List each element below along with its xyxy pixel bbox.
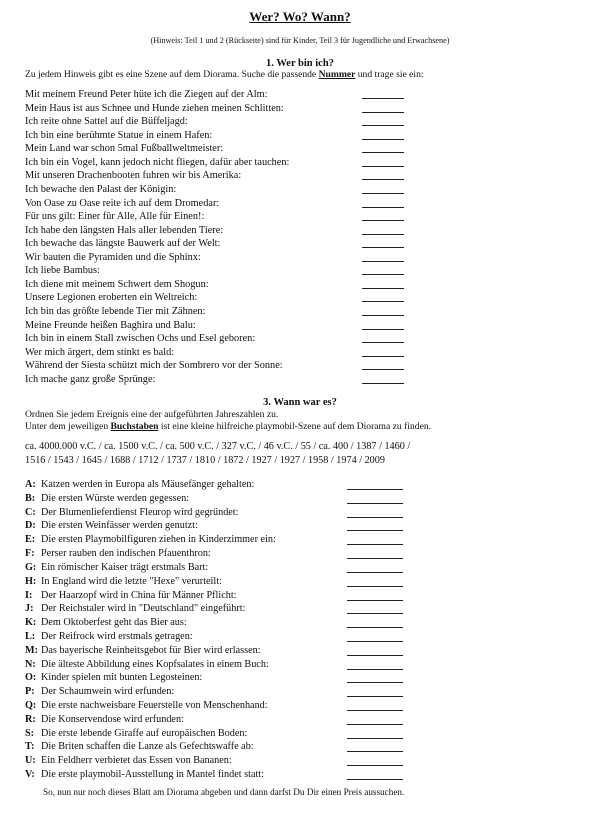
- question-text: Für uns gilt: Einer für Alle, Alle für Einen!:: [25, 211, 205, 223]
- section1-question-list: [25, 88, 289, 386]
- answer-blank[interactable]: [347, 586, 403, 587]
- question-row: [25, 278, 289, 292]
- question-row: [25, 264, 289, 278]
- answer-blank[interactable]: [347, 682, 403, 683]
- question-row: [25, 102, 289, 116]
- event-row: [25, 685, 276, 699]
- event-text: Perser rauben den indischen Pfauenthron:: [41, 548, 211, 560]
- event-letter: F:: [25, 548, 35, 560]
- question-text: Ich bewache den Palast der Königin:: [25, 183, 177, 195]
- event-letter: T:: [25, 741, 35, 753]
- answer-blank[interactable]: [362, 247, 404, 248]
- question-row: [25, 210, 289, 224]
- question-text: Ich bin in einem Stall zwischen Ochs und Esel geboren:: [25, 333, 256, 345]
- section3-intro-bold: Buchstaben: [110, 421, 159, 432]
- question-row: [25, 88, 289, 102]
- footer-note: So, nun nur noch dieses Blatt am Diorama abgeben und dann darfst Du Dir einen Preis aussuchen.: [43, 787, 405, 797]
- answer-blank[interactable]: [347, 503, 403, 504]
- question-text: Ich diene mit meinem Schwert dem Shogun:: [25, 278, 209, 290]
- event-row: [25, 754, 276, 768]
- question-text: Ich bin ein Vogel, kann jedoch nicht fliegen, dafür aber tauchen:: [25, 156, 290, 168]
- event-letter: V:: [25, 769, 35, 781]
- answer-blank[interactable]: [362, 207, 404, 208]
- answer-blank[interactable]: [347, 669, 403, 670]
- answer-blank[interactable]: [362, 98, 404, 99]
- event-letter: G:: [25, 561, 37, 573]
- question-row: [25, 305, 289, 319]
- event-letter: E:: [25, 534, 36, 546]
- answer-blank[interactable]: [347, 779, 403, 780]
- section1-intro-before: Zu jedem Hinweis gibt es eine Szene auf dem Diorama. Suche die passende: [25, 69, 319, 80]
- event-text: Die älteste Abbildung eines Kopfsalates in einem Buch:: [41, 658, 269, 670]
- question-row: [25, 156, 289, 170]
- answer-blank[interactable]: [347, 641, 403, 642]
- question-row: [25, 197, 289, 211]
- question-text: Ich bin eine berühmte Statue in einem Hafen:: [25, 129, 213, 141]
- event-row: [25, 533, 276, 547]
- question-row: [25, 251, 289, 265]
- question-row: [25, 183, 289, 197]
- event-letter: D:: [25, 520, 36, 532]
- answer-blank[interactable]: [362, 274, 404, 275]
- event-text: Katzen werden in Europa als Mäusefänger gehalten:: [41, 479, 255, 490]
- event-text: Der Schaumwein wird erfunden:: [41, 686, 175, 698]
- event-letter: L:: [25, 630, 36, 642]
- answer-blank[interactable]: [362, 329, 404, 330]
- answer-blank[interactable]: [347, 489, 403, 490]
- answer-blank[interactable]: [347, 600, 403, 601]
- event-row: [25, 602, 276, 616]
- question-text: Während der Siesta schützt mich der Sombrero vor der Sonne:: [25, 360, 283, 372]
- event-letter: Q:: [25, 700, 37, 711]
- event-text: Die Konservendose wird erfunden:: [41, 713, 184, 725]
- section3-intro-line2: [25, 421, 431, 432]
- question-text: Wir bauten die Pyramiden und die Sphinx:: [25, 251, 201, 263]
- question-row: [25, 359, 289, 373]
- question-row: [25, 346, 289, 360]
- event-letter: B:: [25, 492, 36, 504]
- event-text: Der Blumenlieferdienst Fleurop wird gegründet:: [41, 506, 239, 518]
- question-text: Ich bewache das längste Bauwerk auf der Welt:: [25, 238, 221, 250]
- answer-blank[interactable]: [347, 655, 403, 656]
- event-letter: S:: [25, 727, 35, 739]
- question-text: Mit meinem Freund Peter hüte ich die Ziegen auf der Alm:: [25, 89, 268, 100]
- answer-blank[interactable]: [362, 125, 404, 126]
- event-row: [25, 727, 276, 741]
- event-text: Dem Oktoberfest geht das Bier aus:: [41, 617, 187, 629]
- event-text: In England wird die letzte "Hexe" verurteilt:: [41, 575, 222, 587]
- question-text: Mit unseren Drachenbooten fuhren wir bis Amerika:: [25, 170, 242, 182]
- answer-blank[interactable]: [347, 544, 403, 545]
- question-text: Mein Land war schon 5mal Fußballweltmeister:: [25, 143, 224, 155]
- section3-intro-before: Unter dem jeweiligen: [25, 421, 111, 432]
- event-letter: M:: [25, 644, 39, 656]
- question-row: [25, 224, 289, 238]
- event-row: [25, 561, 276, 575]
- answer-blank[interactable]: [347, 696, 403, 697]
- event-letter: O:: [25, 672, 37, 684]
- answer-blank[interactable]: [362, 356, 404, 357]
- event-row: [25, 492, 276, 506]
- event-row: [25, 740, 276, 754]
- answer-blank[interactable]: [347, 724, 403, 725]
- answer-blank[interactable]: [347, 558, 403, 559]
- answer-blank[interactable]: [362, 234, 404, 235]
- event-letter: K:: [25, 617, 37, 629]
- question-text: Ich mache ganz große Sprünge:: [25, 373, 156, 385]
- question-text: Unsere Legionen eroberten ein Weltreich:: [25, 292, 198, 304]
- event-row: [25, 589, 276, 603]
- section1-intro-after: und trage sie ein:: [355, 69, 424, 80]
- answer-blank[interactable]: [362, 166, 404, 167]
- answer-blank[interactable]: [347, 765, 403, 766]
- event-row: [25, 630, 276, 644]
- answer-blank[interactable]: [347, 751, 403, 752]
- event-text: Der Reichstaler wird in "Deutschland" eingeführt:: [41, 603, 246, 615]
- event-text: Ein römischer Kaiser trägt erstmals Bart:: [41, 561, 209, 573]
- question-text: Von Oase zu Oase reite ich auf dem Dromedar:: [25, 197, 220, 209]
- question-text: Wer mich ärgert, dem stinkt es bald:: [25, 346, 175, 358]
- question-row: [25, 169, 289, 183]
- question-row: [25, 291, 289, 305]
- event-text: Die erste playmobil-Ausstellung in Mantel findet statt:: [41, 769, 264, 781]
- question-row: [25, 332, 289, 346]
- event-row: [25, 644, 276, 658]
- event-row: [25, 671, 276, 685]
- question-row: [25, 115, 289, 129]
- answer-blank[interactable]: [362, 193, 404, 194]
- section1-intro-bold: Nummer: [318, 69, 356, 80]
- event-text: Die erste lebende Giraffe auf europäischen Boden:: [41, 727, 248, 739]
- answer-blank[interactable]: [347, 627, 403, 628]
- section3-intro-after: ist eine kleine hilfreiche playmobil-Szene auf dem Diorama zu finden.: [158, 421, 432, 432]
- answer-blank[interactable]: [362, 288, 404, 289]
- answer-blank[interactable]: [362, 383, 404, 384]
- event-text: Die ersten Weinfässer werden genutzt:: [41, 520, 198, 532]
- event-text: Der Haarzopf wird in China für Männer Pflicht:: [41, 589, 237, 601]
- question-text: Ich liebe Bambus:: [25, 265, 100, 277]
- event-row: [25, 506, 276, 520]
- answer-blank[interactable]: [347, 710, 403, 711]
- event-row: [25, 713, 276, 727]
- answer-blank[interactable]: [362, 342, 404, 343]
- question-row: [25, 237, 289, 251]
- year-options: [25, 440, 565, 468]
- answer-blank[interactable]: [362, 139, 404, 140]
- answer-blank[interactable]: [362, 220, 404, 221]
- event-text: Die erste nachweisbare Feuerstelle von Menschenhand:: [41, 700, 268, 711]
- event-row: [25, 575, 276, 589]
- page-title: Wer? Wo? Wann?: [249, 9, 351, 24]
- question-row: [25, 373, 289, 387]
- answer-blank[interactable]: [362, 369, 404, 370]
- event-letter: H:: [25, 575, 37, 587]
- event-row: [25, 519, 276, 533]
- event-text: Die Briten schaffen die Lanze als Gefechtswaffe ab:: [41, 741, 254, 753]
- section1-intro: [25, 69, 424, 80]
- answer-blank[interactable]: [347, 738, 403, 739]
- answer-blank[interactable]: [362, 301, 404, 302]
- event-text: Kinder spielen mit bunten Legosteinen:: [41, 672, 203, 684]
- answer-blank[interactable]: [362, 315, 404, 316]
- event-row: [25, 547, 276, 561]
- question-text: Ich reite ohne Sattel auf die Büffeljagd:: [25, 116, 188, 128]
- event-letter: N:: [25, 658, 36, 670]
- event-row: [25, 768, 276, 782]
- event-text: Ein Feldherr verbietet das Essen von Bananen:: [41, 755, 232, 767]
- event-letter: A:: [25, 479, 36, 490]
- event-letter: U:: [25, 755, 36, 767]
- event-row: [25, 658, 276, 672]
- answer-blank[interactable]: [362, 261, 404, 262]
- answer-blank[interactable]: [362, 112, 404, 113]
- event-letter: P:: [25, 686, 35, 698]
- answer-blank[interactable]: [347, 530, 403, 531]
- question-row: [25, 129, 289, 143]
- year-options-line2: 1516 / 1543 / 1645 / 1688 / 1712 / 1737 / 1810 / 1872 / 1927 / 1927 / 1958 / 1974 / 2009: [25, 455, 385, 466]
- section3-heading: 3. Wann war es?: [263, 397, 337, 408]
- year-options-line1: ca. 4000.000 v.C. / ca. 1500 v.C. / ca. 500 v.C. / 327 v.C. / 46 v.C. / 55 / ca. 400 / 1387 / 1460 /: [25, 441, 411, 452]
- answer-blank[interactable]: [347, 613, 403, 614]
- event-row: [25, 616, 276, 630]
- answer-blank[interactable]: [362, 152, 404, 153]
- event-text: Das bayerische Reinheitsgebot für Bier wird erlassen:: [41, 644, 261, 656]
- question-text: Meine Freunde heißen Baghira und Balu:: [25, 319, 196, 331]
- question-text: Ich bin das größte lebende Tier mit Zähnen:: [25, 306, 206, 317]
- event-letter: R:: [25, 713, 36, 725]
- event-letter: I:: [25, 589, 33, 601]
- question-row: [25, 142, 289, 156]
- event-text: Die ersten Playmobilfiguren ziehen in Kinderzimmer ein:: [41, 534, 276, 546]
- question-row: [25, 319, 289, 333]
- event-text: Der Reifrock wird erstmals getragen:: [41, 630, 193, 642]
- answer-blank[interactable]: [362, 179, 404, 180]
- event-letter: C:: [25, 506, 36, 518]
- question-text: Mein Haus ist aus Schnee und Hunde ziehen meinen Schlitten:: [25, 102, 284, 114]
- section1-heading: 1. Wer bin ich?: [266, 58, 334, 69]
- section3-event-list: [25, 478, 276, 782]
- event-letter: J:: [25, 603, 34, 615]
- hint-text: (Hinweis: Teil 1 und 2 (Rückseite) sind für Kinder, Teil 3 für Jugendliche und Erwachsene): [150, 36, 450, 45]
- event-row: [25, 478, 276, 492]
- event-text: Die ersten Würste werden gegessen:: [41, 492, 190, 504]
- answer-blank[interactable]: [347, 517, 403, 518]
- section3-intro-line1: Ordnen Sie jedem Ereignis eine der aufgeführten Jahreszahlen zu.: [25, 409, 279, 420]
- event-row: [25, 699, 276, 713]
- answer-blank[interactable]: [347, 572, 403, 573]
- question-text: Ich habe den längsten Hals aller lebenden Tiere:: [25, 224, 224, 236]
